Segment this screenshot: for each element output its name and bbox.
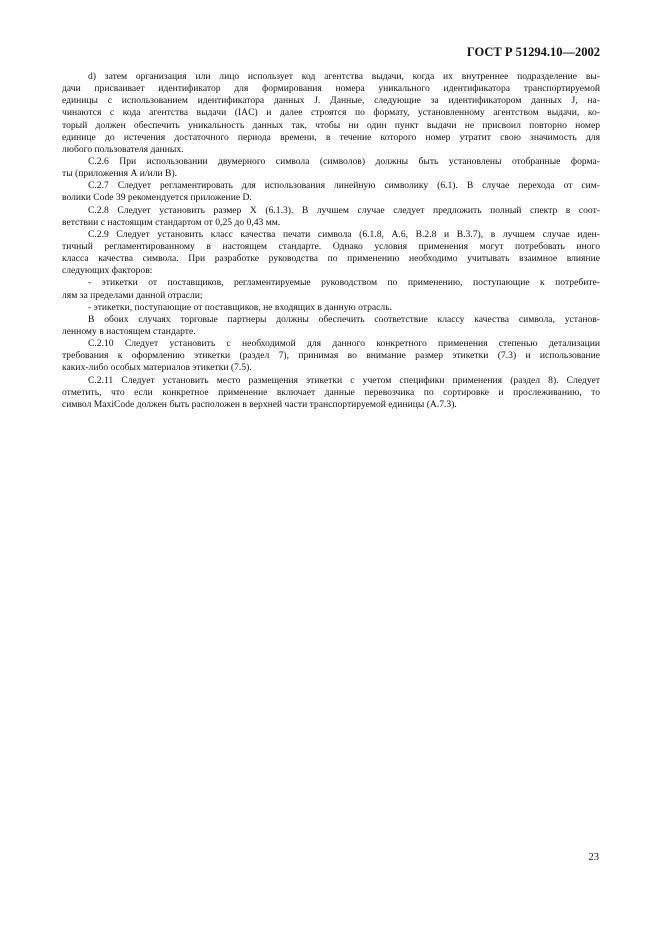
paragraph <box>62 338 600 374</box>
text-line: любого пользователя данных. <box>62 143 184 155</box>
text-line: каких-либо особых материалов этикетки (7.5). <box>62 362 252 374</box>
paragraph <box>62 180 600 204</box>
text-line: единице до истечения достаточного периода времени, в течение которого номер утратит свою значимость для <box>62 131 600 143</box>
text-line: ветствии с настоящим стандартом от 0,25 до 0,43 мм. <box>62 216 281 228</box>
text-line: ленному в настоящем стандарте. <box>62 325 196 337</box>
text-line: С.2.7 Следует регламентировать для использования линейную символику (6.1). В случае перехода от сим- <box>88 180 600 192</box>
text-line: d) затем организация или лицо использует код агентства выдачи, когда их внутреннее подразделение вы- <box>88 71 600 82</box>
text-line: С.2.9 Следует установить класс качества печати символа (6.1.8, А.6, В.2.8 и В.3.7), в лучшем случае иден- <box>88 228 600 240</box>
text-line: С.2.8 Следует установить размер X (6.1.3). В лучшем случае следует предложить полный спектр в соот- <box>88 204 600 216</box>
page-number: 23 <box>588 852 599 863</box>
paragraph <box>62 375 600 411</box>
text-line: торый должен обеспечить уникальность данных так, чтобы ни один пункт выдачи не присвоил повторно номер <box>62 119 600 131</box>
text-line: С.2.11 Следует установить место размещения этикетки с учетом специфики применения (раздел 8). Следует <box>88 374 600 386</box>
paragraph <box>62 71 600 156</box>
paragraph <box>62 156 600 180</box>
text-line: дачи присваивает идентификатор для формирования номера уникального идентификатора транспортируемой <box>62 83 600 95</box>
document-body <box>62 71 600 411</box>
text-line: С.2.10 Следует установить с необходимой для данного конкретного применения степенью детализации <box>88 338 600 350</box>
text-line: В обоих случаях торговые партнеры должны обеспечить соответствие классу качества символа, установ- <box>88 313 600 325</box>
text-line: единицы с использованием идентификатора данных J. Данные, следующие за идентификатором данных J, на- <box>62 95 600 107</box>
text-line: - этикетки, поступающие от поставщиков, не входящих в данную отрасль. <box>88 301 392 313</box>
text-line: лям за пределами данной отрасли; <box>62 289 203 301</box>
text-line: класса качества символа. При разработке руководства по применению необходимо учитывать взаимное влияние <box>62 253 600 265</box>
text-line: волики Code 39 рекомендуется приложение D. <box>62 192 252 204</box>
paragraph <box>62 314 600 338</box>
text-line: следующих факторов: <box>62 265 153 277</box>
paragraph <box>62 277 600 301</box>
paragraph <box>62 302 600 314</box>
text-line: чинаются с кода агентства выдачи (IAC) и далее строятся по формату, установленному агентством выдачи, ко- <box>62 107 600 119</box>
text-line: - этикетки от поставщиков, регламентируемые руководством по применению, поступающие к потребите- <box>88 277 600 289</box>
text-line: символ MaxiCode должен быть расположен в верхней части транспортируемой единицы (А.7.3). <box>62 398 457 410</box>
text-line: С.2.6 При использовании двумерного символа (символов) должны быть установлены отобранные форма- <box>88 155 600 167</box>
text-line: ты (приложения А и/или В). <box>62 168 178 180</box>
paragraph <box>62 205 600 229</box>
document-header: ГОСТ Р 51294.10—2002 <box>466 45 600 59</box>
text-line: требования к оформлению этикетки (раздел 7), принимая во внимание размер этикетки (7.3) и использование <box>62 350 600 362</box>
paragraph <box>62 229 600 278</box>
text-line: отметить, что если конкретное применение включает данные перевозчика по сортировке и прослеживанию, то <box>62 386 600 398</box>
text-line: тичный регламентированному в настоящем стандарте. Однако условия применения могут потребовать иного <box>62 240 600 252</box>
